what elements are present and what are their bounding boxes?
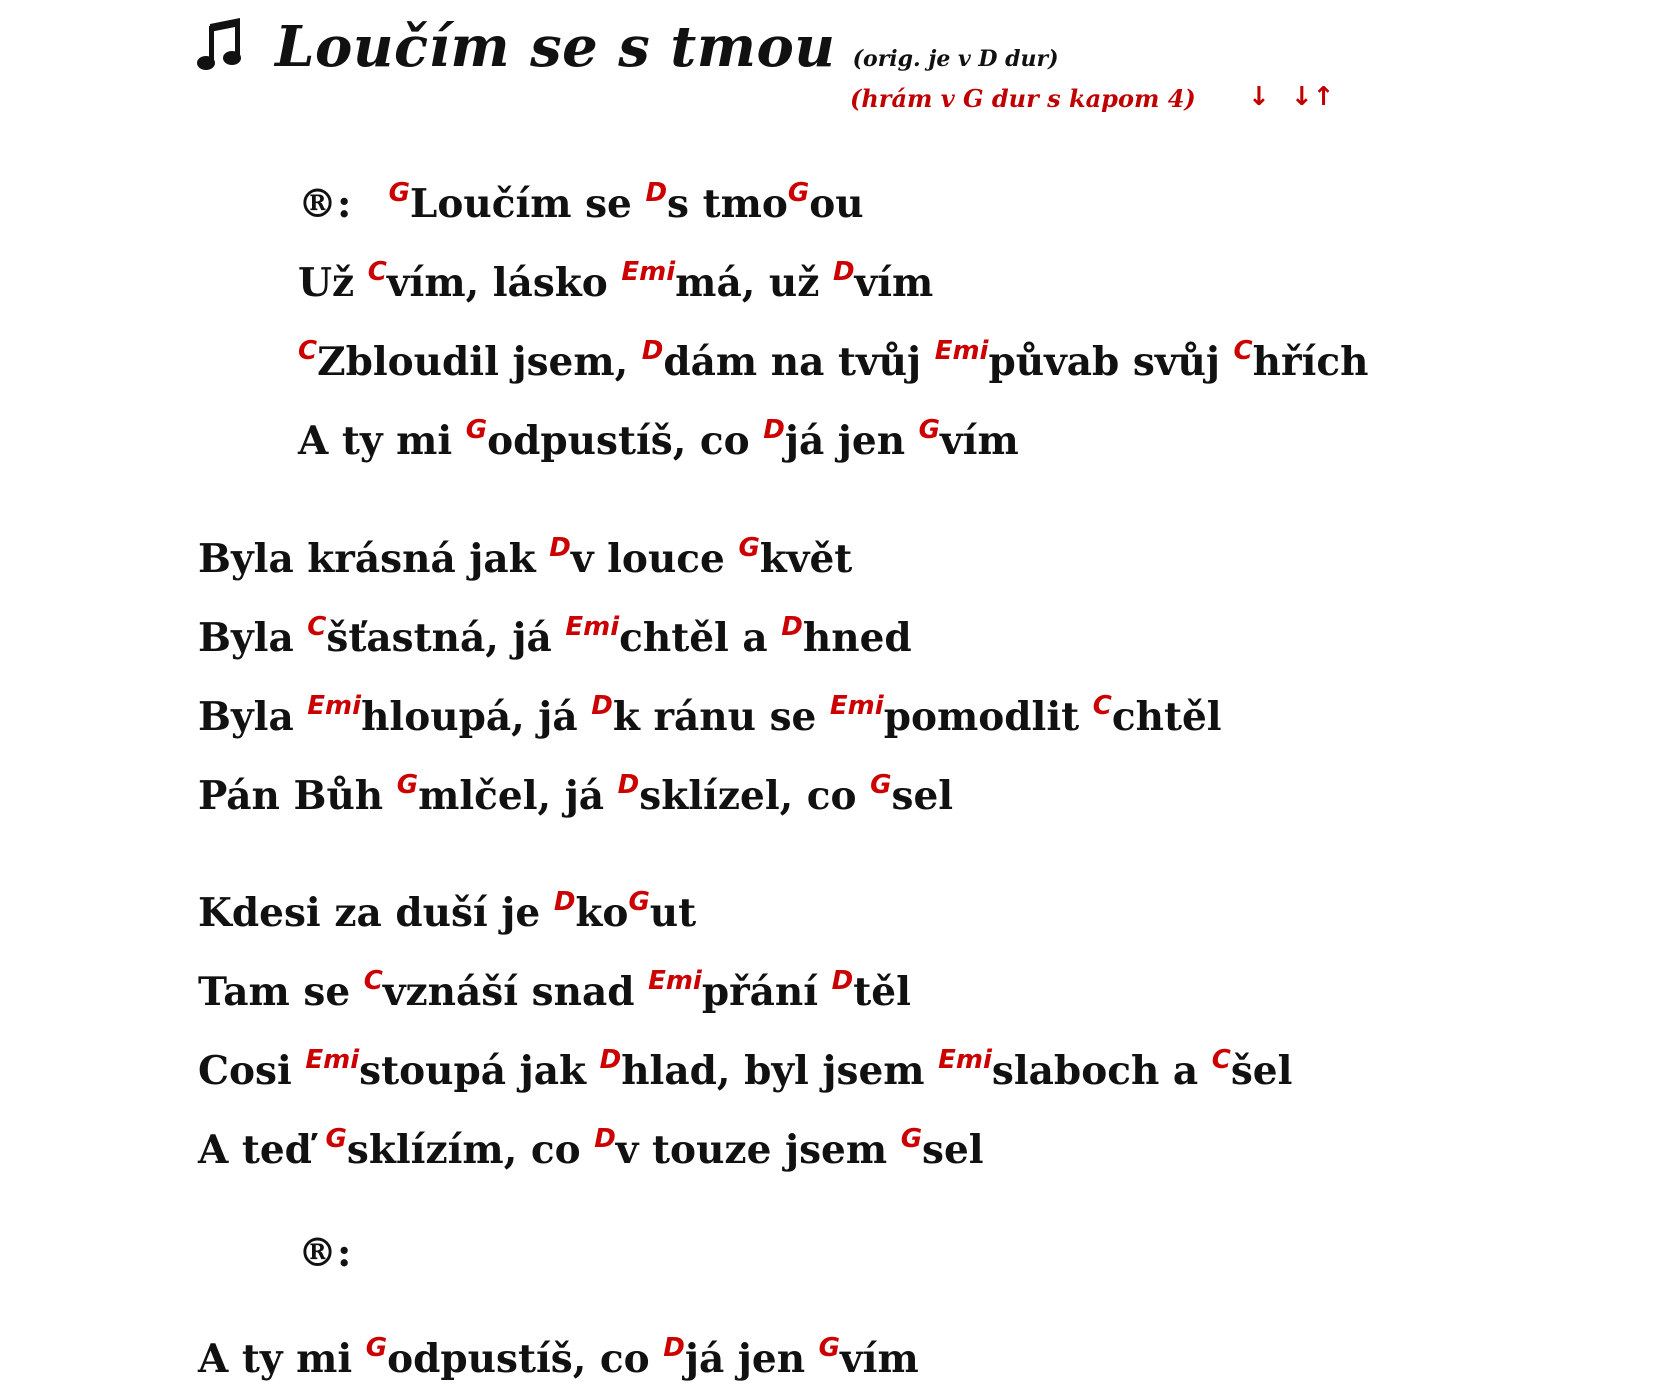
chord: Emi: [938, 1045, 992, 1075]
lyric: sel: [891, 773, 954, 819]
chorus-line-2: [298, 257, 934, 306]
lyric: stoupá jak: [359, 1048, 600, 1094]
lyric: v touze jsem: [615, 1127, 901, 1173]
music-note-icon: [196, 16, 244, 72]
lyric: sklízím, co: [346, 1127, 595, 1173]
chord: Emi: [648, 966, 702, 996]
lyric: sel: [922, 1127, 984, 1173]
lyric: ko: [575, 890, 629, 936]
lyric: květ: [759, 536, 853, 582]
chord: D: [831, 966, 854, 996]
lyric: Byla krásná jak: [198, 536, 550, 582]
verse1-line-4: [198, 770, 954, 819]
chord: D: [781, 612, 803, 642]
original-key-note: (orig. je v D dur): [852, 46, 1059, 72]
chord: C: [307, 612, 327, 642]
chord: D: [549, 533, 571, 563]
chorus-line-1: [298, 178, 864, 227]
lyric: šel: [1230, 1048, 1293, 1094]
chord: G: [465, 415, 488, 445]
lyric: Tam se: [198, 969, 364, 1015]
transpose-down-button[interactable]: ↓: [1248, 82, 1270, 112]
lyric: k ránu se: [612, 694, 830, 740]
chord: Emi: [934, 336, 989, 366]
lyric: já jen: [784, 418, 919, 464]
chord: C: [1211, 1045, 1231, 1075]
lyric: A ty mi: [198, 1336, 366, 1382]
chord: Emi: [565, 612, 620, 642]
chord: G: [396, 770, 419, 800]
transpose-controls: [1248, 82, 1334, 112]
lyric: ut: [649, 890, 697, 936]
chord: Emi: [829, 691, 884, 721]
verse1-line-2: [198, 612, 912, 661]
verse2-line-2: [198, 966, 911, 1015]
lyric: pomodlit: [883, 694, 1093, 740]
chord: D: [832, 257, 855, 287]
chord: D: [763, 415, 785, 445]
chorus-marker: ®:: [298, 181, 352, 227]
chord: D: [594, 1124, 616, 1154]
lyric: chtěl: [1111, 694, 1222, 740]
chord: Emi: [621, 257, 676, 287]
lyric: chtěl a: [619, 615, 782, 661]
verse1-line-1: [198, 533, 853, 582]
lyric: hlad, byl jsem: [621, 1048, 939, 1094]
lyric: půvab svůj: [988, 339, 1234, 385]
lyric: těl: [853, 969, 911, 1015]
lyric: hloupá, já: [361, 694, 592, 740]
chorus-repeat: [298, 1230, 352, 1276]
transpose-toggle-button[interactable]: ↓↑: [1290, 82, 1335, 112]
song-title: Loučím se s tmou: [275, 14, 836, 80]
chord: D: [591, 691, 613, 721]
verse2-line-1: [198, 887, 697, 936]
lyric: Kdesi za duší je: [198, 890, 554, 936]
chord: G: [918, 415, 941, 445]
lyric: Byla: [198, 615, 308, 661]
verse2-line-3: [198, 1045, 1293, 1094]
lyric: mlčel, já: [418, 773, 618, 819]
lyric: Cosi: [198, 1048, 306, 1094]
outro-line-1: [198, 1333, 919, 1382]
lyric: má, už: [675, 260, 833, 306]
song-header: [196, 14, 1059, 80]
lyric: odpustíš, co: [387, 1336, 664, 1382]
chord: D: [641, 336, 664, 366]
lyric: Pán Bůh: [198, 773, 397, 819]
chord: G: [365, 1333, 388, 1363]
chord: G: [787, 178, 810, 208]
lyric: vznáší snad: [382, 969, 649, 1015]
chord: D: [599, 1045, 622, 1075]
chord: G: [388, 178, 410, 208]
lyric: A teď: [198, 1127, 326, 1173]
lyric: dám na tvůj: [663, 339, 935, 385]
chorus-marker: ®:: [298, 1230, 352, 1276]
chord: G: [738, 533, 760, 563]
chord: D: [553, 887, 576, 917]
chord: G: [900, 1124, 923, 1154]
chord: C: [1233, 336, 1253, 366]
capo-note: (hrám v G dur s kapom 4): [850, 84, 1196, 113]
lyric: přání: [701, 969, 832, 1015]
chord: Emi: [307, 691, 362, 721]
lyric: slaboch a: [991, 1048, 1212, 1094]
lyric: A ty mi: [298, 418, 466, 464]
chord: G: [325, 1124, 347, 1154]
chord: G: [628, 887, 650, 917]
lyric: vím: [940, 418, 1019, 464]
chord: C: [1092, 691, 1112, 721]
lyric: vím: [854, 260, 934, 306]
chorus-line-4: [298, 415, 1019, 464]
lyric: šťastná, já: [326, 615, 566, 661]
verse1-line-3: [198, 691, 1222, 740]
chord: C: [367, 257, 387, 287]
lyric: sklízel, co: [639, 773, 871, 819]
lyric: hřích: [1252, 339, 1369, 385]
chorus-line-3: [298, 336, 1369, 385]
verse2-line-4: [198, 1124, 984, 1173]
chord: D: [663, 1333, 685, 1363]
lyric: ou: [809, 181, 864, 227]
chord: D: [645, 178, 668, 208]
lyric: Zbloudil jsem,: [317, 339, 642, 385]
lyric: Už: [298, 260, 368, 306]
chord: C: [298, 336, 318, 366]
chord: G: [870, 770, 892, 800]
chord: C: [363, 966, 383, 996]
lyric: vím: [840, 1336, 919, 1382]
lyric: odpustíš, co: [487, 418, 764, 464]
lyric: vím, lásko: [386, 260, 622, 306]
lyric: Byla: [198, 694, 308, 740]
lyric: hned: [802, 615, 912, 661]
chord: D: [617, 770, 640, 800]
lyric: já jen: [684, 1336, 819, 1382]
lyric: Loučím se: [409, 181, 646, 227]
lyric: s tmo: [667, 181, 788, 227]
chord: Emi: [305, 1045, 360, 1075]
lyric: v louce: [570, 536, 739, 582]
chord: G: [818, 1333, 841, 1363]
